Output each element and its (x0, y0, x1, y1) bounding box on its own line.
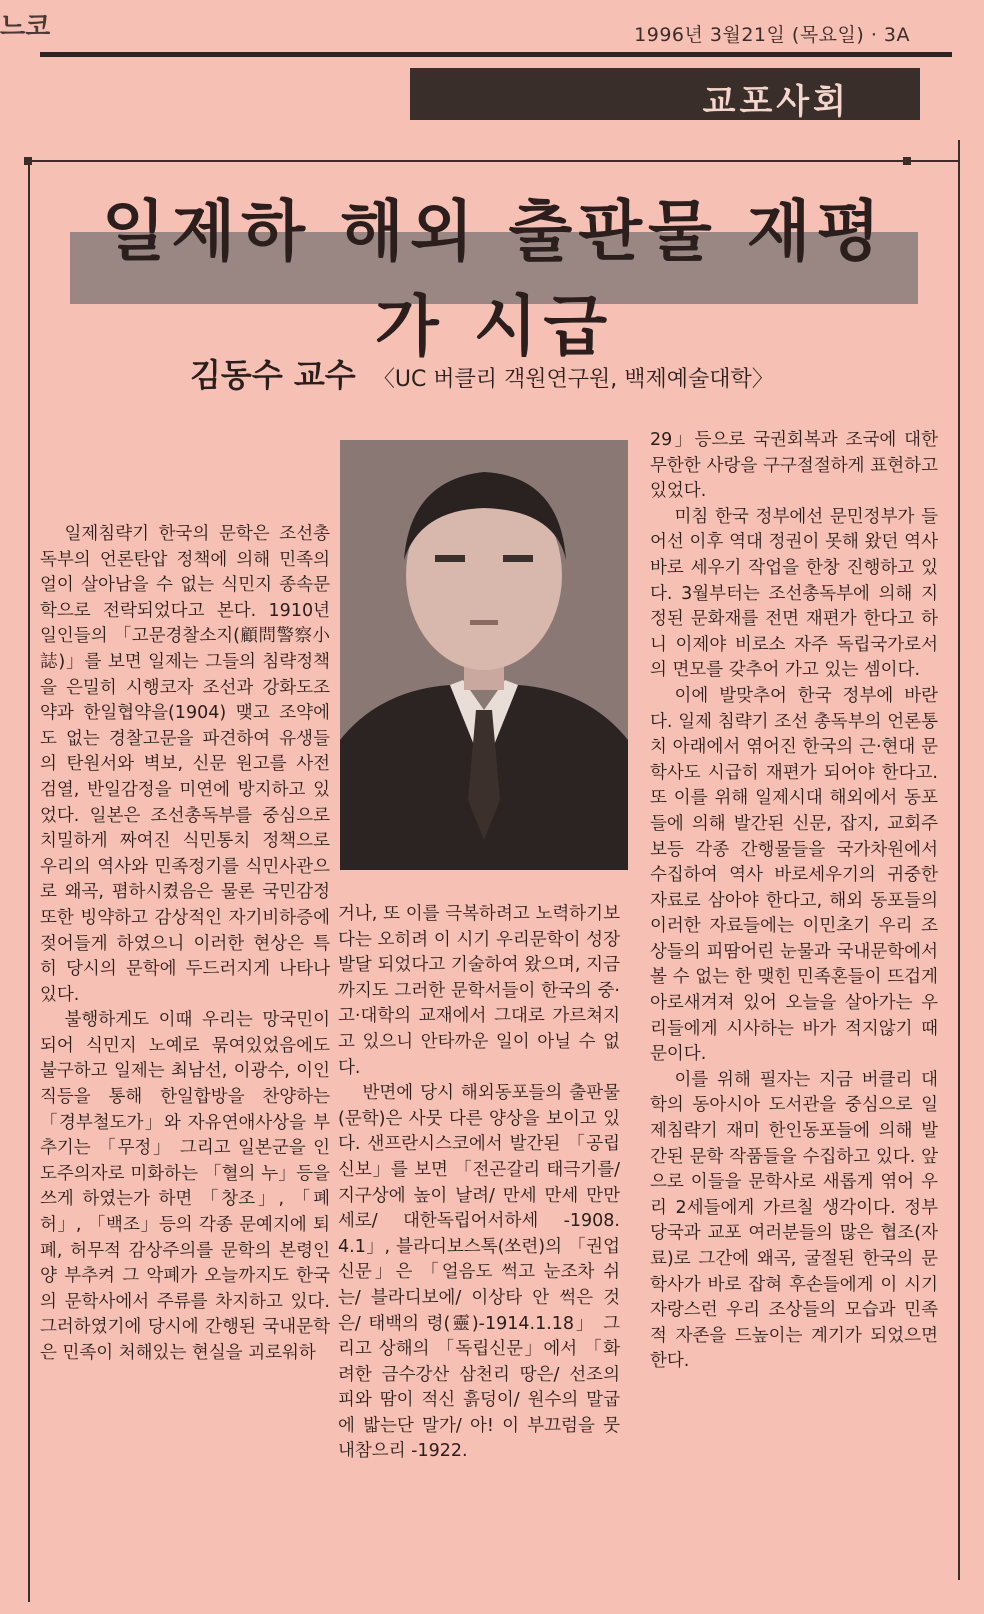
section-banner (410, 68, 920, 120)
issue-date: 1996년 3월21일 (목요일) · 3A (634, 24, 910, 46)
article-frame-right (958, 140, 960, 1580)
header-rule (40, 52, 952, 57)
section-title: 교포사회 (702, 82, 850, 122)
byline (190, 350, 890, 396)
article-column-3 (650, 428, 938, 1375)
paragraph: 거나, 또 이를 극복하려고 노력하기보다는 오히려 이 시기 우리문학이 성장 발달 되었다고 기술하여 왔으며, 지금까지도 그러한 문학서들이 한국의 중·고·대학의 교재에서 그대로 가르쳐지고 있으니 안타까운 일이 아닐 수 없다. (338, 904, 620, 1078)
paragraph: 이에 발맞추어 한국 정부에 바란다. 일제 침략기 조선 총독부의 언론통치 아래에서 엮어진 한국의 근·현대 문학사도 시급히 재편가 되어야 한다고. 또 이를 위해 일제시대 해외에서 동포들에 의해 발간된 신문, 잡지, 교회주보등 각종 간행물들을 국가차원에서 수집하여 역사 바로세우기의 귀중한 자료로 삼아야 한다고, 해외 동포들의 이러한 자료들에는 이민초기 우리 조상들의 피땀어린 눈물과 국내문학에서 볼 수 없는 한 맺힌 민족혼들이 뜨겁게 아로새겨져 있어 오늘을 살아가는 우리들에게 시사하는 바가 적지않기 때문이다. (650, 685, 938, 1065)
frame-dot (903, 157, 911, 165)
author-name: 김동수 교수 (190, 356, 356, 394)
paragraph: 이를 위해 필자는 지금 버클리 대학의 동아시아 도서관을 중심으로 일제침략기 재미 한인동포들에 의해 발간된 문학 작품들을 수집하고 있다. 앞으로 이들을 문학사로 새롭게 엮어 우리 2세들에게 가르칠 생각이다. 정부 당국과 교포 여러분들의 많은 협조(자료)로 그간에 왜곡, 굴절된 한국의 문학사가 바로 잡혀 후손들에게 이 시기 자랑스런 우리 조상들의 모습과 민족적 자존을 드높이는 계기가 되었으면 한다. (650, 1069, 938, 1372)
portrait-illustration (340, 440, 628, 870)
paragraph: 반면에 당시 해외동포들의 출판물(문학)은 사뭇 다른 양상을 보이고 있다. 샌프란시스코에서 발간된 「공립신보」를 보면 「전곤갈리 태극기를/ 지구상에 높이 날려/ 만세 만세 만만세로/ 대한독립어서하세 -1908. 4.1」, 블라디보스톡(쏘련)의 「권업신문」은 「얼음도 썩고 눈조차 쉬는/ 블라디보에/ 이상타 안 썩은 것은/ 태백의 령(靈)-1914.1.18」 그리고 상해의 「독립신문」에서 「화려한 금수강산 삼천리 땅은/ 선조의 피와 땀이 적신 흙덩이/ 원수의 말굽에 밟는단 말가/ 아! 이 부끄럼을 뭇내참으리 -1922. (338, 1083, 620, 1462)
article-column-2 (338, 902, 620, 1465)
frame-dot (24, 157, 32, 165)
headline: 일제하 해외 출판물 재평가 시급 (101, 193, 887, 365)
paragraph: 일제침략기 한국의 문학은 조선총독부의 언론탄압 정책에 의해 민족의 얼이 살아남을 수 없는 식민지 종속문학으로 전락되었다고 본다. 1910년 일인들의 「고문경찰소지(顧問警察小誌)」를 보면 일제는 그들의 침략정책을 은밀히 시행코자 조선과 강화도조약과 한일협약을(1904) 맺고 조약에도 없는 경찰고문을 파견하여 유생들의 탄원서와 벽보, 신문 원고를 사전 검열, 반일감정을 미연에 방지하고 있었다. 일본은 조선총독부를 중심으로 치밀하게 짜여진 식민통치 정책으로 우리의 역사와 민족정기를 식민사관으로 왜곡, 폄하시켰음은 물론 국민감정 또한 빙약하고 감상적인 자기비하증에 젖어들게 하였으니 이러한 현상은 특히 당시의 문학에 두드러지게 나타나 있다. (40, 524, 330, 1005)
author-photo (340, 440, 628, 870)
paragraph: 미침 한국 정부에선 문민정부가 들어선 이후 역대 정권이 못해 왔던 역사 바로 세우기 작업을 한창 진행하고 있다. 3월부터는 조선총독부에 의해 지정된 문화재를 전면 재편가 한다고 하니 이제야 비로소 자주 독립국가로서의 면모를 갖추어 가고 있는 셈이다. (650, 506, 938, 681)
article-column-1 (40, 522, 330, 1367)
paragraph: 불행하게도 이때 우리는 망국민이 되어 식민지 노예로 묶여있었음에도 불구하고 일제는 최남선, 이광수, 이인직등을 통해 한일합방을 찬양하는 「경부철도가」와 자유연애사상을 부추기는 「무정」 그리고 일본군을 인도주의자로 미화하는 「혈의 누」등을 쓰게 하였는가 하면 「창조」, 「폐허」, 「백조」등의 각종 문예지에 퇴폐, 허무적 감상주의를 문학의 본령인 양 부추켜 그 악폐가 오늘까지도 한국의 문학사에서 주류를 차지하고 있다. 그러하였기에 당시에 간행된 국내문학은 민족이 처해있는 현실을 괴로워하 (40, 1010, 330, 1363)
paragraph: 29」등으로 국권회복과 조국에 대한 무한한 사랑을 구구절절하게 표현하고 있었다. (650, 430, 938, 502)
author-affiliation: 〈UC 버클리 객원연구원, 백제예술대학〉 (372, 367, 774, 392)
page-corner-text: 느코 (0, 12, 51, 42)
